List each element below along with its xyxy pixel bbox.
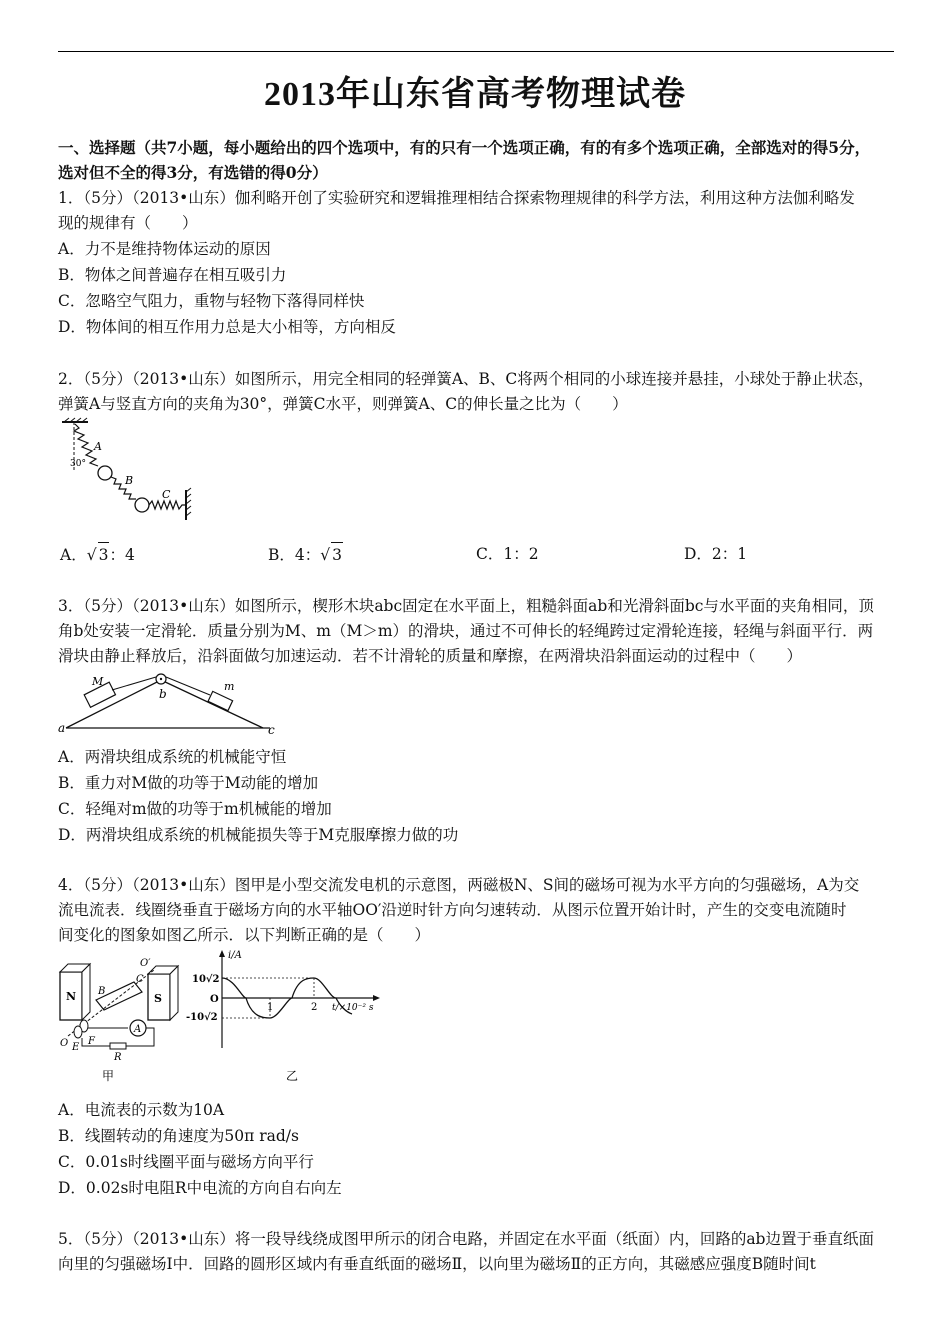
ball-lower — [135, 498, 149, 512]
q4-stem-line3: 间变化的图象如图乙所示．以下判断正确的是（ ） — [58, 926, 431, 944]
label-coil-c: C — [136, 974, 144, 985]
graph-ylabel: i/A — [228, 950, 242, 961]
q4-stem-line2: 流电流表．线圈绕垂直于磁场方向的水平轴OO′沿逆时针方向匀速转动．从图示位置开始计时，产生的交变电流随时 — [58, 901, 847, 919]
q2-option-a-prefix: A． — [60, 546, 87, 564]
resistor — [110, 1043, 126, 1049]
q3-stem-line2: 角b处安装一定滑轮．质量分别为M、m（M＞m）的滑块，通过不可伸长的轻绳跨过定滑轮连接，轻绳与斜面平行．两 — [58, 622, 874, 640]
label-o-prime: O′ — [140, 958, 151, 969]
q5-stem-line1: 5．（5分）（2013•山东）将一段导线绕成图甲所示的闭合电路，并固定在水平面（纸面）内，回路的ab边置于垂直纸面 — [58, 1230, 874, 1248]
q1-stem-line1: 1．（5分）（2013•山东）伽利略开创了实验研究和逻辑推理相结合探索物理规律的科学方法，利用这种方法伽利略发 — [58, 189, 855, 207]
q5-stem-line2: 向里的匀强磁场Ⅰ中．回路的圆形区域内有垂直纸面的磁场Ⅱ，以向里为磁场Ⅱ的正方向，其磁感应强度B随时间t — [58, 1255, 816, 1273]
q3-option-a: A．两滑块组成系统的机械能守恒 — [58, 748, 287, 766]
graph-ybottom-label: -10√2 — [186, 1012, 218, 1023]
q2-stem-line2: 弹簧A与竖直方向的夹角为30°，弹簧C水平，则弹簧A、C的伸长量之比为（ ） — [58, 395, 628, 413]
caption-yi: 乙 — [286, 1069, 299, 1083]
q4-generator-figure — [58, 948, 398, 1084]
q1-option-d: D．物体间的相互作用力总是大小相等，方向相反 — [58, 318, 396, 336]
q3-stem-line1: 3．（5分）（2013•山东）如图所示，楔形木块abc固定在水平面上，粗糙斜面ab和光滑斜面bc与水平面的夹角相同，顶 — [58, 597, 874, 615]
q2-option-c: C．1：2 — [476, 545, 539, 563]
current-time-graph — [186, 950, 380, 1083]
ball-upper — [98, 466, 112, 480]
label-ammeter: A — [134, 1024, 142, 1035]
label-coil-f: F — [88, 1036, 95, 1047]
q2-option-b-root: 3 — [331, 542, 343, 567]
label-n: N — [66, 990, 77, 1003]
label-coil-e: E — [72, 1042, 80, 1053]
label-m: m — [224, 680, 235, 693]
sqrt-icon: √ — [320, 546, 331, 564]
header-rule — [58, 51, 894, 52]
q4-option-a: A．电流表的示数为10A — [58, 1101, 225, 1119]
graph-ytop-label: 10√2 — [192, 974, 220, 985]
q1-option-c: C．忽略空气阻力，重物与轻物下落得同样快 — [58, 292, 365, 310]
q3-stem-line3: 滑块由静止释放后，沿斜面做匀加速运动．若不计滑轮的质量和摩擦，在两滑块沿斜面运动的过程中（ ） — [58, 647, 803, 665]
label-o: O — [60, 1038, 69, 1049]
q2-option-a-suffix: ：4 — [109, 546, 135, 564]
section-heading-line2: 选对但不全的得3分，有选错的得0分） — [58, 163, 328, 182]
q2-option-a-root: 3 — [98, 542, 110, 567]
q4-option-c: C．0.01s时线圈平面与磁场方向平行 — [58, 1153, 314, 1171]
q3-option-d: D．两滑块组成系统的机械能损失等于M克服摩擦力做的功 — [58, 826, 459, 844]
spring-c — [149, 501, 186, 509]
q2-option-a — [60, 542, 135, 567]
q4-stem-line1: 4．（5分）（2013•山东）图甲是小型交流发电机的示意图，两磁极N、S间的磁场可视为水平方向的匀强磁场，A为交 — [58, 876, 860, 894]
q3-option-b: B．重力对M做的功等于M动能的增加 — [58, 774, 319, 792]
q2-stem-line1: 2．（5分）（2013•山东）如图所示，用完全相同的轻弹簧A、B、C将两个相同的小球连接并悬挂，小球处于静止状态， — [58, 370, 874, 388]
graph-xlabel: t/×10⁻² s — [332, 1003, 374, 1013]
q1-option-b: B．物体之间普遍存在相互吸引力 — [58, 266, 287, 284]
generator-diagram — [60, 958, 178, 1083]
q2-option-d: D．2：1 — [684, 545, 748, 563]
page-title: 2013年山东省高考物理试卷 — [264, 76, 686, 113]
label-spring-b: B — [125, 474, 134, 487]
graph-origin-label: O — [210, 994, 219, 1005]
q3-wedge-figure — [58, 668, 288, 738]
label-b: b — [159, 687, 167, 701]
graph-tick-2: 2 — [311, 1002, 318, 1013]
label-M: M — [92, 675, 104, 688]
q2-option-b — [268, 542, 343, 567]
q2-spring-figure — [58, 418, 198, 526]
label-spring-c: C — [162, 488, 171, 501]
graph-tick-1: 1 — [267, 1002, 274, 1013]
q1-option-a: A．力不是维持物体运动的原因 — [58, 240, 271, 258]
q2-option-b-prefix: B．4： — [268, 546, 321, 564]
label-a: a — [58, 721, 66, 735]
section-heading-line1: 一、选择题（共7小题，每小题给出的四个选项中，有的只有一个选项正确，有的有多个选项正确，全部选对的得5分， — [58, 138, 871, 157]
q3-option-c: C．轻绳对m做的功等于m机械能的增加 — [58, 800, 332, 818]
label-spring-a: A — [94, 440, 102, 453]
label-coil-b: B — [98, 986, 106, 997]
label-c: c — [268, 723, 275, 737]
sqrt-icon: √ — [86, 546, 97, 564]
q4-option-d: D．0.02s时电阻R中电流的方向自右向左 — [58, 1179, 342, 1197]
label-r: R — [114, 1052, 122, 1063]
q4-option-b: B．线圈转动的角速度为50π rad/s — [58, 1127, 299, 1145]
q1-stem-line2: 现的规律有（ ） — [58, 214, 198, 232]
caption-jia: 甲 — [102, 1069, 115, 1083]
label-s: S — [154, 992, 162, 1005]
angle-label: 30° — [70, 459, 86, 469]
